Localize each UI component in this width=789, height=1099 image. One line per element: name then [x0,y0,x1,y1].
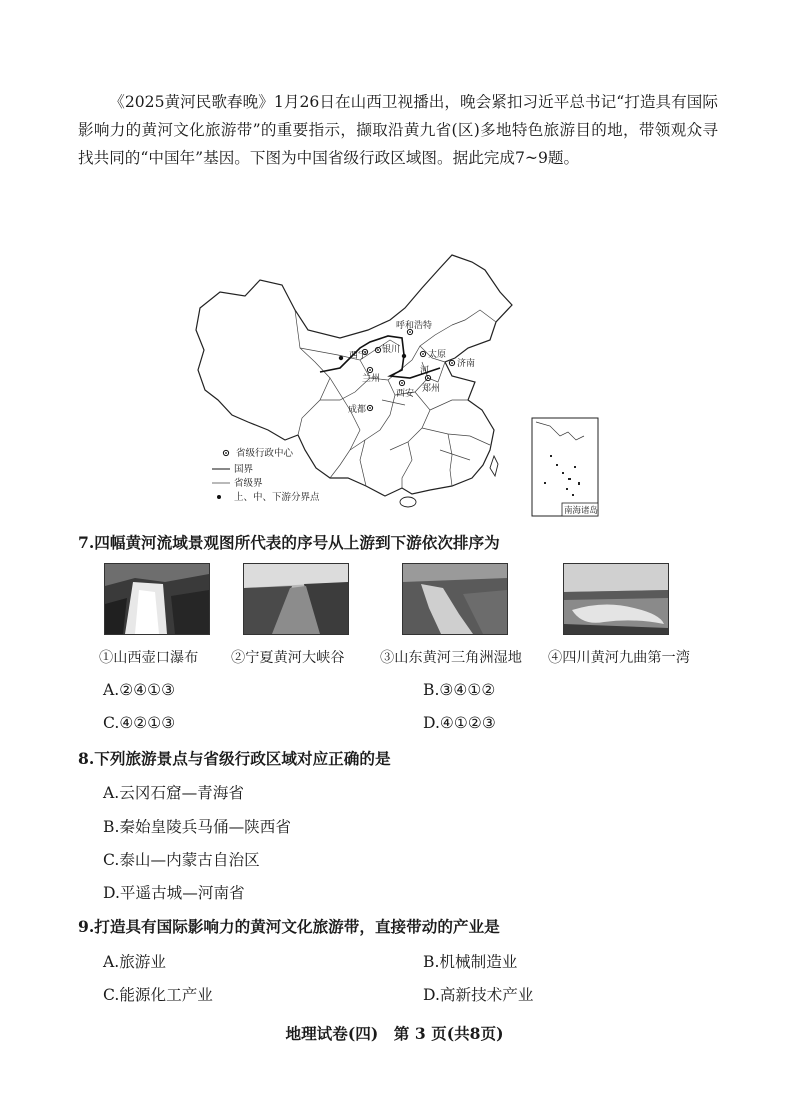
q8-option-d[interactable]: D.平遥古城—河南省 [103,884,245,902]
photo-caption-2: ②宁夏黄河大峡谷 [231,650,345,666]
inset-label: 南海诸岛 [564,506,599,516]
map-legend [212,447,320,503]
q9-option-d[interactable]: D.高新技术产业 [423,986,534,1004]
china-provincial-map [190,250,610,520]
q7-option-d[interactable]: D.④①②③ [423,714,496,732]
legend-national-border-label: 国界 [234,464,254,475]
hainan-island [400,497,416,507]
city-label: 西安 [396,389,415,399]
photo-delta [402,563,508,635]
city-label: 呼和浩特 [396,321,433,331]
city-label: 银川 [382,345,401,355]
q9-option-a[interactable]: A.旅游业 [103,953,166,971]
city-label: 兰州 [362,374,381,384]
photo-caption-3: ③山东黄河三角洲湿地 [380,650,522,666]
q8-option-b[interactable]: B.秦始皇陵兵马俑—陕西省 [103,818,291,836]
q9-option-c[interactable]: C.能源化工产业 [103,986,213,1004]
china-outline [196,255,512,496]
south-china-sea-inset [532,418,598,516]
taiwan-island [490,456,498,476]
q9-option-b[interactable]: B.机械制造业 [423,953,518,971]
photo-caption-4: ④四川黄河九曲第一湾 [548,650,690,666]
city-label: 西宁 [349,351,368,361]
city-label: 成都 [348,405,367,415]
map-svg [190,250,610,520]
q7-title: 7.四幅黄河流域景观图所代表的序号从上游到下游依次排序为 [78,533,500,552]
q8-title: 8.下列旅游景点与省级行政区域对应正确的是 [78,749,391,768]
legend-division-point-label: 上、中、下游分界点 [234,492,320,503]
legend-provincial-border-label: 省级界 [234,478,263,489]
q7-option-b[interactable]: B.③④①② [423,681,496,699]
city-label: 济南 [457,359,476,369]
q8-option-c[interactable]: C.泰山—内蒙古自治区 [103,851,260,869]
city-label: 太原 [428,350,447,360]
photo-waterfall [104,563,210,635]
intro-paragraph: 《2025黄河民歌春晚》1月26日在山西卫视播出，晚会紧扣习近平总书记“打造具有国际影响力的黄河文化旅游带”的重要指示，撷取沿黄九省(区)多地特色旅游目的地，带领观众寻找共同的“中国年”基因。下图为中国省级行政区域图。据此完成7~9题。 [78,93,718,167]
q7-option-c[interactable]: C.④②①③ [103,714,176,732]
photo-canyon [243,563,349,635]
city-labels [348,319,475,415]
city-label: 郑州 [422,384,441,394]
photo-caption-1: ①山西壶口瀑布 [99,650,199,666]
q8-option-a[interactable]: A.云冈石窟—青海省 [103,784,244,802]
photo-river-bend [563,563,669,635]
page-footer: 地理试卷(四) 第 3 页(共8页) [285,1024,504,1043]
q9-title: 9.打造具有国际影响力的黄河文化旅游带，直接带动的产业是 [78,917,500,936]
q7-option-a[interactable]: A.②④①③ [103,681,176,699]
river-label: 河 [420,366,430,376]
legend-center-label: 省级行政中心 [236,448,294,459]
